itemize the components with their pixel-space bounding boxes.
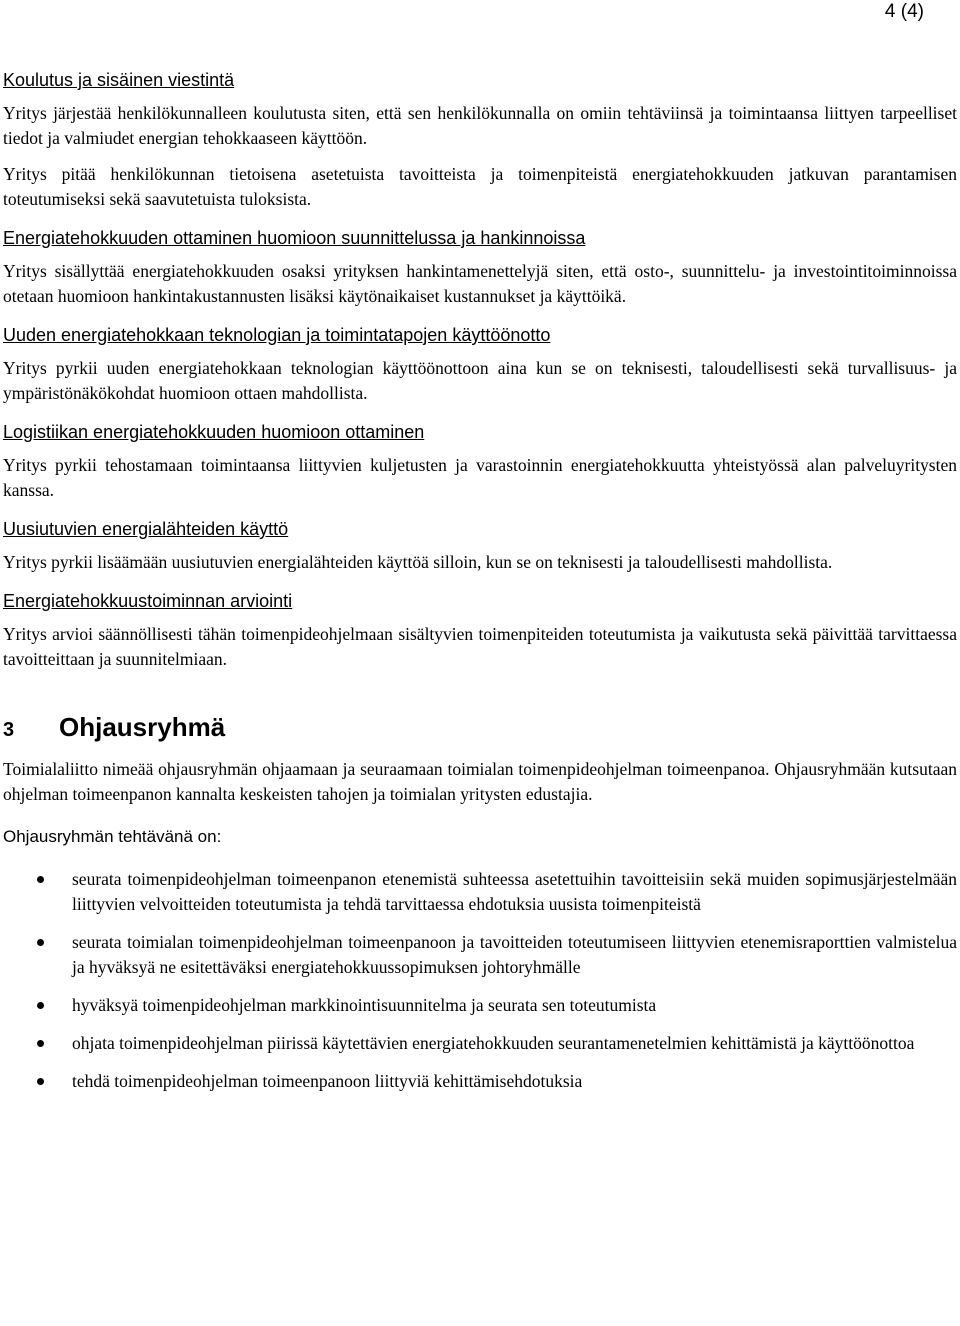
list-item: [3, 1031, 957, 1056]
tasks-intro: Ohjausryhmän tehtävänä on:: [3, 827, 222, 846]
section-logistiikka: [3, 420, 957, 503]
section-heading: Energiatehokkuuden ottaminen huomioon suunnittelussa ja hankinnoissa: [3, 228, 586, 248]
chapter-paragraph: Toimialaliitto nimeää ohjausryhmän ohjaamaan ja seuraamaan toimialan toimenpideohjelman toimeenpanoa. Ohjausryhmään kutsutaan ohjelman toimeenpanon kannalta keskeisten tahojen ja toimialan yritysten edustajia.: [3, 759, 957, 804]
bullet-icon: [37, 939, 44, 946]
section-suunnittelu: [3, 226, 957, 309]
paragraph: Yritys pyrkii lisäämään uusiutuvien energialähteiden käyttöä silloin, kun se on teknisesti ja taloudellisesti mahdollista.: [3, 552, 833, 572]
section-koulutus: [3, 68, 957, 212]
bullet-icon: [37, 1078, 44, 1085]
section-heading: Energiatehokkuustoiminnan arviointi: [3, 591, 293, 611]
bullet-icon: [37, 876, 44, 883]
tasks-list: [3, 867, 957, 1094]
list-item-text: ohjata toimenpideohjelman piirissä käytettävien energiatehokkuuden seurantamenetelmien kehittämistä ja käyttöönottoa: [72, 1033, 915, 1053]
chapter-title: Ohjausryhmä: [59, 712, 226, 742]
paragraph: Yritys arvioi säännöllisesti tähän toimenpideohjelmaan sisältyvien toimenpiteiden toteutumista ja vaikutusta sekä päivittää tarvittaessa tavoitteittaan ja suunnitelmiaan.: [3, 624, 957, 669]
list-item: [3, 930, 957, 980]
document-body: [3, 68, 957, 1107]
bullet-icon: [37, 1002, 44, 1009]
list-item-text: seurata toimenpideohjelman toimeenpanon etenemistä suhteessa asetettuihin tavoitteisiin sekä muiden sopimusjärjestelmään liittyvien velvoitteiden toteutumista ja tehdä tarvittaessa ehdotuksia uusista toimenpiteistä: [72, 869, 957, 914]
section-heading: Koulutus ja sisäinen viestintä: [3, 70, 235, 90]
section-teknologia: [3, 323, 957, 406]
section-uusiutuvat: [3, 517, 957, 575]
paragraph: Yritys pyrkii uuden energiatehokkaan teknologian käyttöönottoon aina kun se on teknisesti, taloudellisesti sekä turvallisuus- ja ympäristönäkökohdat huomioon ottaen mahdollista.: [3, 358, 957, 403]
list-item-text: hyväksyä toimenpideohjelman markkinointisuunnitelma ja seurata sen toteutumista: [72, 995, 657, 1015]
chapter-number: 3: [3, 719, 15, 741]
list-item: [3, 867, 957, 917]
list-item: [3, 1069, 957, 1094]
section-heading: Logistiikan energiatehokkuuden huomioon ottaminen: [3, 422, 425, 442]
section-arviointi: [3, 589, 957, 672]
section-heading: Uusiutuvien energialähteiden käyttö: [3, 519, 289, 539]
list-item-text: seurata toimialan toimenpideohjelman toimeenpanoon ja tavoitteiden toteutumiseen liittyvien etenemisraporttien valmistelua ja hyväksyä ne esitettäväksi energiatehokkuussopimuksen johtoryhmälle: [72, 932, 957, 977]
list-item: [3, 993, 957, 1018]
chapter-heading: [3, 712, 957, 743]
page-number: 4 (4): [884, 1, 924, 22]
section-heading: Uuden energiatehokkaan teknologian ja toimintatapojen käyttöönotto: [3, 325, 551, 345]
paragraph: Yritys pyrkii tehostamaan toimintaansa liittyvien kuljetusten ja varastoinnin energiatehokkuutta yhteistyössä alan palveluyritysten kanssa.: [3, 455, 957, 500]
bullet-icon: [37, 1040, 44, 1047]
paragraph: Yritys järjestää henkilökunnalleen koulutusta siten, että sen henkilökunnalla on omiin tehtäviinsä ja toimintaansa liittyen tarpeelliset tiedot ja valmiudet energian tehokkaaseen käyttöön.: [3, 103, 957, 148]
list-item-text: tehdä toimenpideohjelman toimeenpanoon liittyviä kehittämisehdotuksia: [72, 1071, 583, 1091]
paragraph: Yritys pitää henkilökunnan tietoisena asetetuista tavoitteista ja toimenpiteistä energiatehokkuuden jatkuvan parantamisen toteutumiseksi sekä saavutetuista tuloksista.: [3, 164, 957, 209]
paragraph: Yritys sisällyttää energiatehokkuuden osaksi yrityksen hankintamenettelyjä siten, että osto-, suunnittelu- ja investointitoiminnoissa otetaan huomioon hankintakustannusten lisäksi käytönaikaiset kustannukset ja käyttöikä.: [3, 261, 957, 306]
